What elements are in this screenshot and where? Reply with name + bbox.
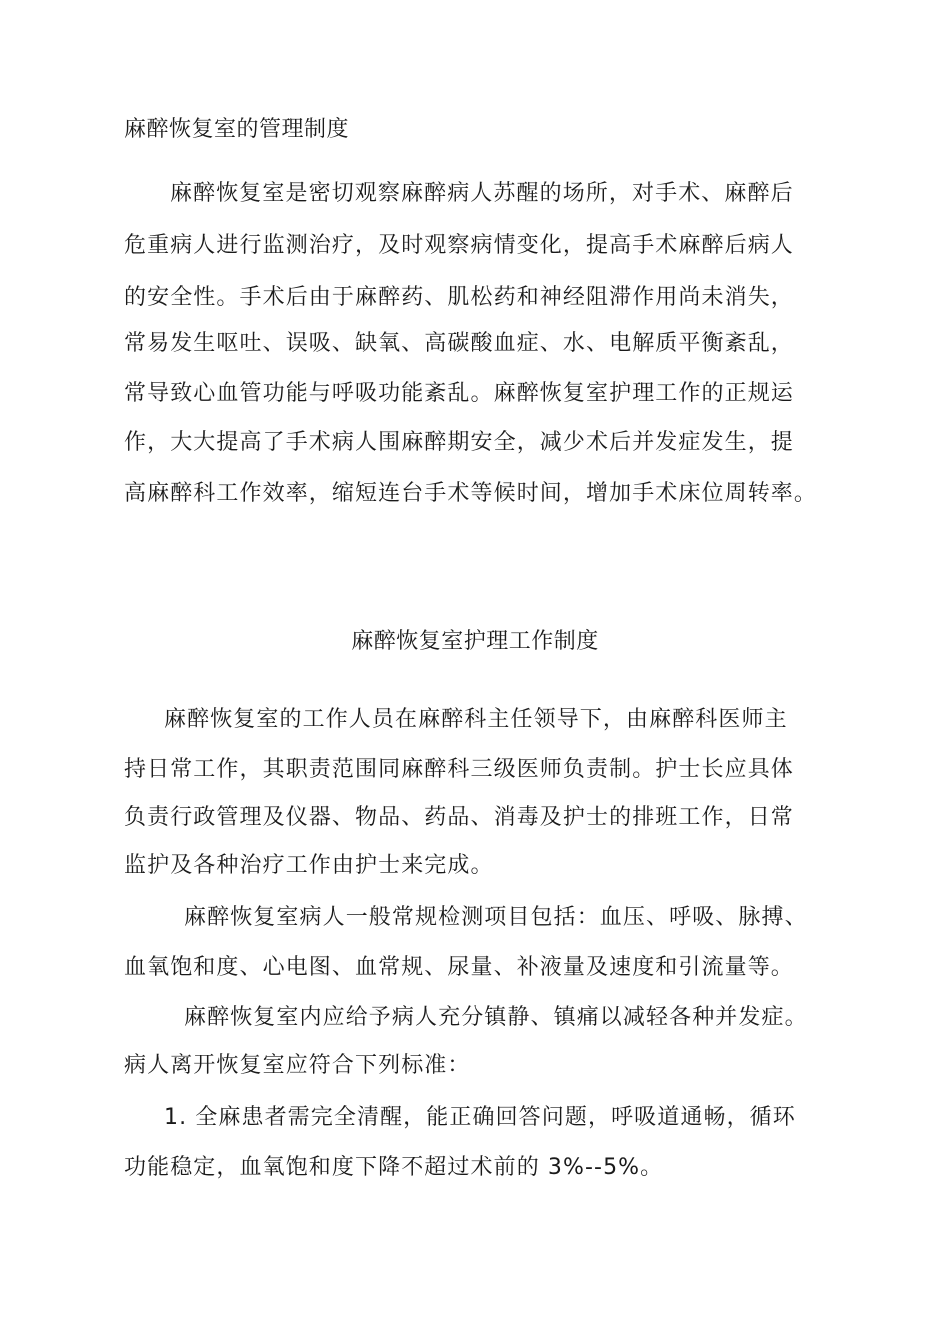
list-item-line: 1. 全麻患者需完全清醒，能正确回答问题，呼吸道通畅，循环 xyxy=(164,1105,796,1130)
paragraph-line: 危重病人进行监测治疗，及时观察病情变化，提高手术麻醉后病人 xyxy=(124,233,794,258)
paragraph-line: 麻醉恢复室的工作人员在麻醉科主任领导下，由麻醉科医师主 xyxy=(164,707,788,732)
paragraph-line: 病人离开恢复室应符合下列标准： xyxy=(124,1053,471,1078)
list-item-line: 功能稳定，血氧饱和度下降不超过术前的 3%--5%。 xyxy=(124,1155,664,1180)
paragraph-line: 的安全性。手术后由于麻醉药、肌松药和神经阻滞作用尚未消失， xyxy=(124,285,794,310)
paragraph-line: 持日常工作，其职责范围同麻醉科三级医师负责制。护士长应具体 xyxy=(124,757,794,782)
paragraph-line: 高麻醉科工作效率，缩短连台手术等候时间，增加手术床位周转率。 xyxy=(124,481,818,506)
paragraph-line: 常导致心血管功能与呼吸功能紊乱。麻醉恢复室护理工作的正规运 xyxy=(124,381,794,406)
paragraph-line: 麻醉恢复室内应给予病人充分镇静、镇痛以减轻各种并发症。 xyxy=(184,1005,808,1030)
paragraph-line: 血氧饱和度、心电图、血常规、尿量、补液量及速度和引流量等。 xyxy=(124,955,794,980)
section-title-nursing-work-system: 麻醉恢复室护理工作制度 xyxy=(351,629,599,654)
paragraph-line: 麻醉恢复室病人一般常规检测项目包括：血压、呼吸、脉搏、 xyxy=(184,905,808,930)
paragraph-line: 常易发生呕吐、误吸、缺氧、高碳酸血症、水、电解质平衡紊乱， xyxy=(124,331,794,356)
paragraph-line: 负责行政管理及仪器、物品、药品、消毒及护士的排班工作，日常 xyxy=(124,805,794,830)
paragraph-line: 作，大大提高了手术病人围麻醉期安全，减少术后并发症发生，提 xyxy=(124,430,794,455)
paragraph-line: 麻醉恢复室是密切观察麻醉病人苏醒的场所，对手术、麻醉后 xyxy=(170,181,794,206)
paragraph-line: 监护及各种治疗工作由护士来完成。 xyxy=(124,853,494,878)
section-title-recovery-room-management: 麻醉恢复室的管理制度 xyxy=(124,117,350,142)
